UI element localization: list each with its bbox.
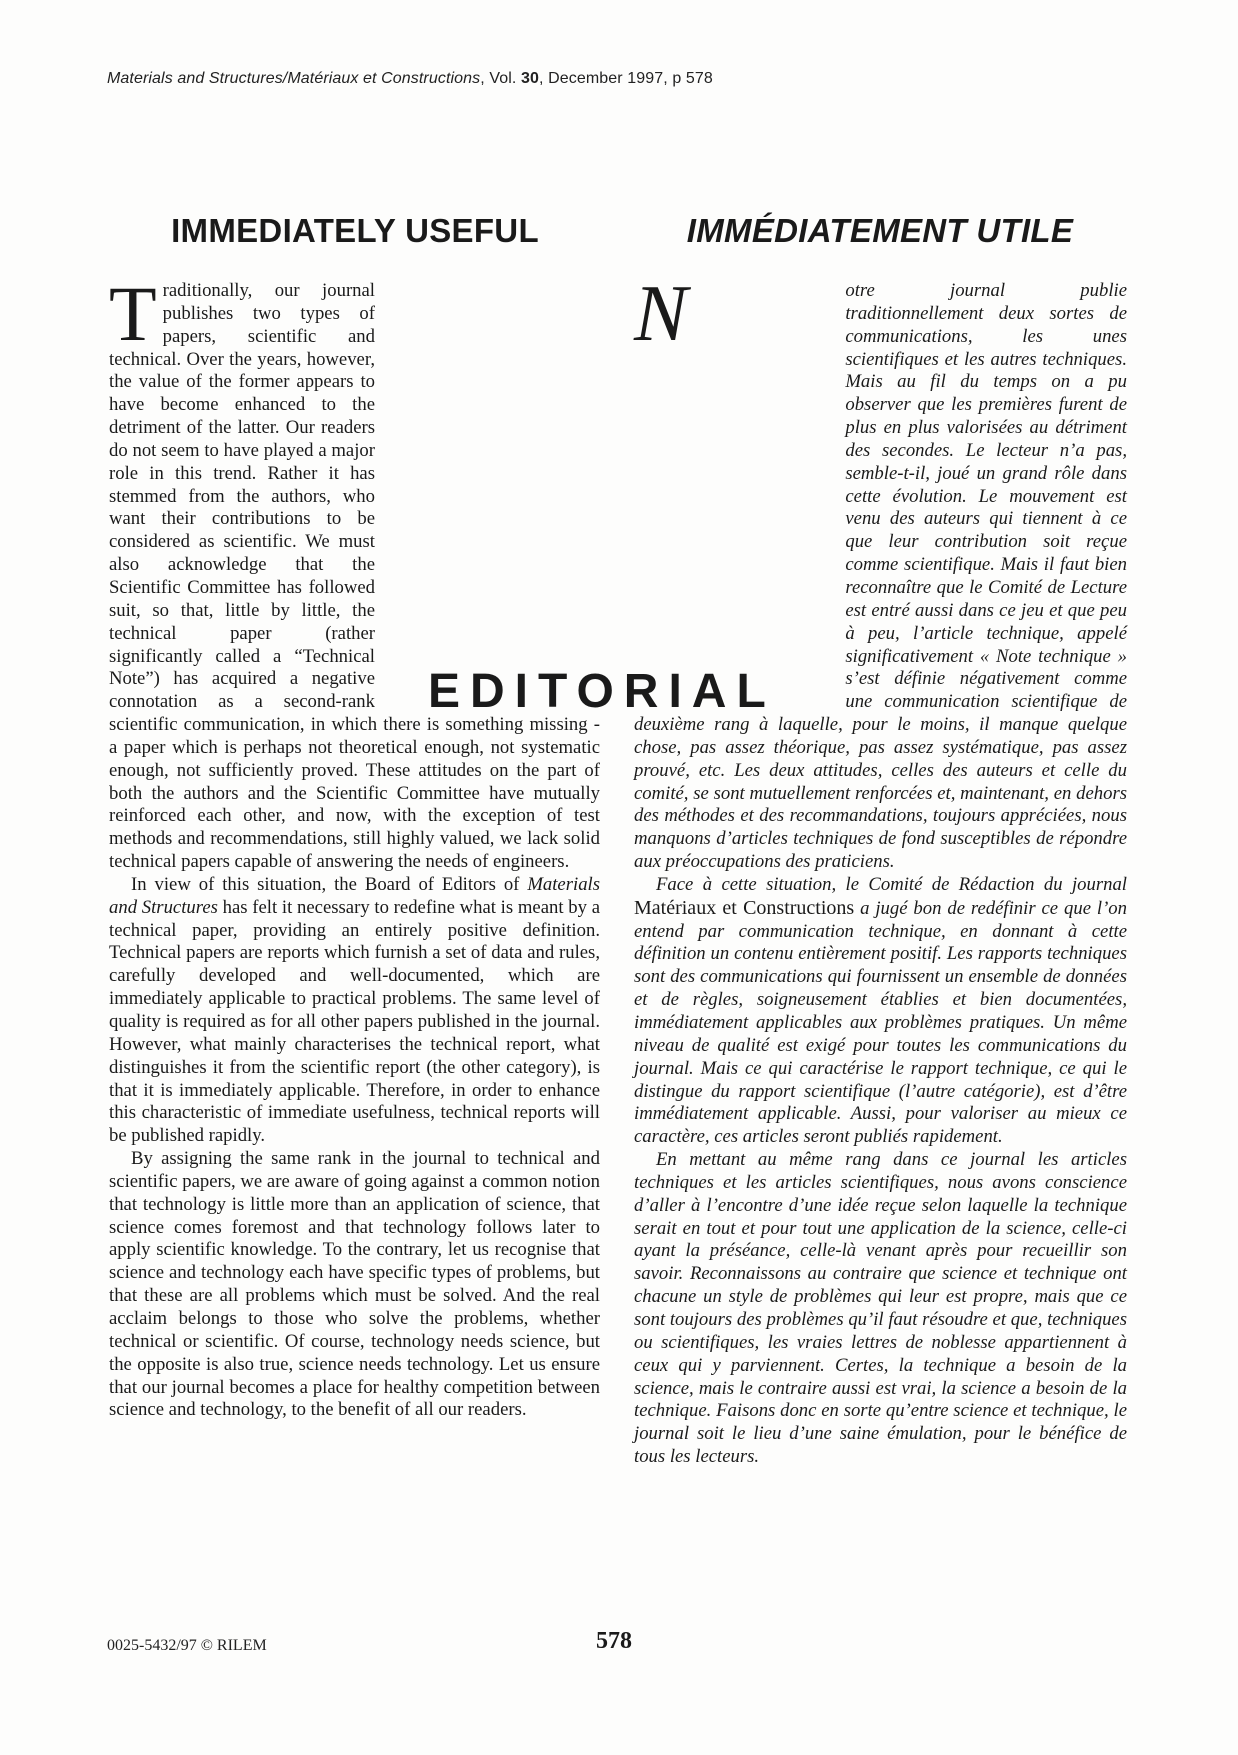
issue-date-page: , December 1997, p 578 bbox=[539, 70, 713, 87]
english-paragraph-2-a: In view of this situation, the Board of Editors of bbox=[131, 873, 528, 895]
english-paragraph-2-b: has felt it necessary to redefine what is meant by a technical paper, providing an entirely positive definition. Technical papers are reports which furnish a set of data and rules, carefully developed and well-documented, which are immediately applicable to practical problems. The same level of quality is required as for all other papers published in the journal. However, what mainly characterises the technical report, what distinguishes it from the scientific report (the other category), is that it is immediately applicable. Therefore, in order to enhance this characteristic of immediate usefulness, technical reports will be published rapidly. bbox=[109, 896, 600, 1147]
running-head bbox=[107, 70, 713, 88]
english-paragraph-3: By assigning the same rank in the journal to technical and scientific papers, we are aware of going against a common notion that technology is little more than an application of science, that science comes foremost and that technology follows later to apply scientific knowledge. To the contrary, let us recognise that science and technology each have specific types of problems, but that these are all problems which must be solved. And the real acclaim belongs to those who solve the problems, whether technical or scientific. Of course, technology needs science, but the opposite is also true, science needs technology. Let us ensure that our journal becomes a place for healthy competition between science and technology, to the benefit of all our readers. bbox=[109, 1148, 600, 1421]
english-paragraph-2 bbox=[109, 874, 600, 1148]
editorial-heading: EDITORIAL bbox=[428, 665, 776, 718]
french-paragraph-2-b: a jugé bon de redéfinir ce que l’on entend par communication technique, en donnant à cette définition un contenu entièrement positif. Les rapports techniques sont des communications qui fournissent un ensemble de données et de règles, soigneusement établies et bien documentées, immédiatement applicables aux problèmes pratiques. Un même niveau de qualité est exigé pour toutes les communications du journal. Mais ce qui caractérise le rapport technique, ce qui le distingue du rapport scientifique (l’autre catégorie), est d’être immédiatement applicable. Aussi, pour valoriser au mieux ce caractère, ces articles seront publiés rapidement. bbox=[634, 897, 1127, 1148]
issn-copyright: 0025-5432/97 © RILEM bbox=[107, 1637, 267, 1654]
english-drop-cap: T bbox=[109, 270, 157, 357]
french-column bbox=[634, 270, 1127, 1469]
french-drop-cap: N bbox=[634, 270, 688, 358]
journal-title-fr: Matériaux et Constructions bbox=[634, 896, 855, 919]
journal-name: Materials and Structures/Matériaux et Constructions bbox=[107, 70, 481, 87]
english-title: IMMEDIATELY USEFUL bbox=[171, 212, 539, 249]
english-column bbox=[109, 270, 600, 1422]
french-paragraph-1 bbox=[634, 270, 1127, 874]
french-paragraph-1-text: otre journal publie traditionnellement deux sortes de communications, les unes scientifiques et les autres techniques. Mais au fil du temps on a pu observer que les premières furent de plus en plus valorisées au détriment des secondes. Le lecteur n’a pas, semble-t-il, joué un grand rôle dans cette évolution. Le mouvement est venu des auteurs qui tiennent à ce que leur contribution soit reçue comme scientifique. Mais il faut bien reconnaître que le Comité de Lecture est entré aussi dans ce jeu et que peu à peu, l’article technique, appelé significativement « Note technique » s’est définie négativement comme une communication scientifique de deuxième rang à laquelle, pour le moins, il manque quelque chose, pas assez théorique, pas assez systématique, pas assez prouvé, etc. Les deux attitudes, celles des auteurs et celle du comité, se sont mutuellement renforcées et, maintenant, en dehors des méthodes et des recommandations, toujours appréciées, nous manquons d’articles techniques de fond susceptibles de répondre aux préoccupations des praticiens. bbox=[634, 280, 1127, 873]
french-paragraph-3: En mettant au même rang dans ce journal les articles techniques et les articles scientifiques, nous avons conscience d’aller à l’encontre d’une idée reçue selon laquelle la technique serait en tout et pour tout une application de la science, celle-ci ayant la préséance, celle-là venant après pour recueillir son savoir. Reconnaissons au contraire que science et technique ont chacune un style de problèmes qui leur est propre, mais que ce sont toujours des problèmes qu’il faut résoudre et que, techniques ou scientifiques, les vraies lettres de noblesse appartiennent à ceux qui y parviennent. Certes, la technique a besoin de la science, mais le contraire aussi est vrai, la science a besoin de la technique. Faisons donc en sorte qu’entre science et technique, le journal soit le lieu d’une saine émulation, pour le bénéfice de tous les lecteurs. bbox=[634, 1149, 1127, 1468]
volume-number: 30 bbox=[521, 70, 539, 87]
french-title: IMMÉDIATEMENT UTILE bbox=[686, 212, 1074, 249]
french-paragraph-2-a: Face à cette situation, le Comité de Rédaction du journal bbox=[656, 873, 1127, 895]
french-paragraph-2 bbox=[634, 874, 1127, 1149]
journal-title-en: Materials and Structures bbox=[109, 873, 600, 918]
page-number: 578 bbox=[596, 1628, 632, 1654]
english-paragraph-1-text: raditionally, our journal publishes two types of papers, scientific and technical. Over the years, however, the value of the former appears to have become enhanced to the detriment of the latter. Our readers do not seem to have played a major role in this trend. Rather it has stemmed from the authors, who want their contributions to be considered as scientific. We must also acknowledge that the Scientific Committee has followed suit, so that, little by little, the technical paper (rather significantly called a “Technical Note”) has acquired a negative connotation as a second-rank scientific communication, in which there is something missing - a paper which is perhaps not theoretical enough, not systematic enough, not sufficiently proved. These attitudes on the part of both the authors and the Scientific Committee have mutually reinforced each other, and now, with the exception of test methods and recommendations, still highly valued, we lack solid technical papers capable of answering the needs of engineers. bbox=[109, 280, 600, 873]
english-paragraph-1 bbox=[109, 270, 600, 874]
volume-prefix: , Vol. bbox=[480, 70, 521, 87]
